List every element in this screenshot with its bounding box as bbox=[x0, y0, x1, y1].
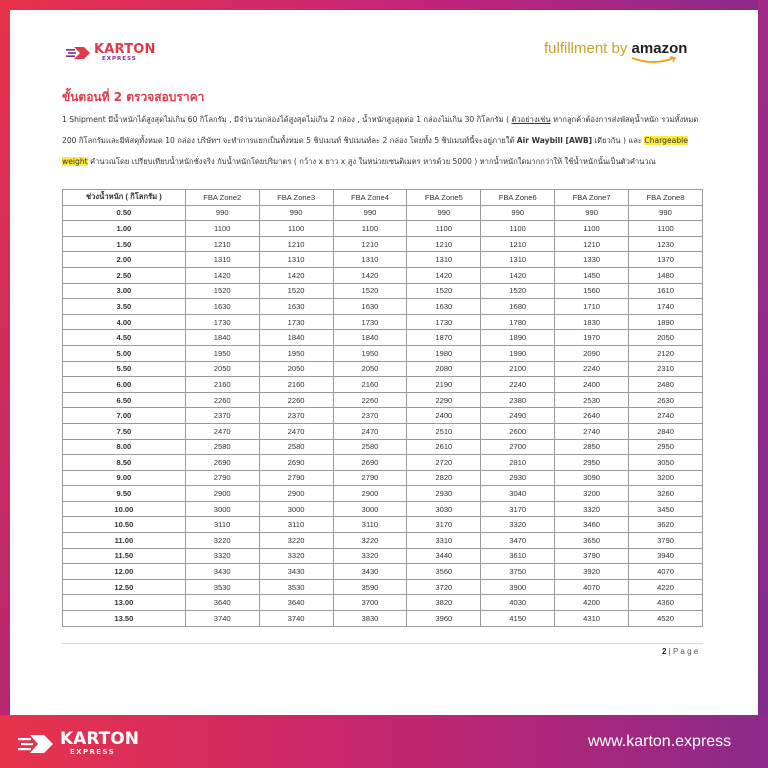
karton-logo bbox=[66, 42, 156, 64]
price-cell: 3220 bbox=[333, 533, 407, 549]
price-cell: 1520 bbox=[407, 283, 481, 299]
price-cell: 2530 bbox=[555, 392, 629, 408]
price-cell: 2630 bbox=[629, 392, 703, 408]
price-cell: 1100 bbox=[259, 221, 333, 237]
price-cell: 1840 bbox=[185, 330, 259, 346]
price-cell: 1950 bbox=[333, 345, 407, 361]
table-header-row bbox=[63, 190, 703, 206]
price-cell: 3430 bbox=[333, 564, 407, 580]
weight-cell: 11.50 bbox=[63, 548, 186, 564]
price-cell: 2820 bbox=[407, 470, 481, 486]
price-cell: 2930 bbox=[407, 486, 481, 502]
weight-cell: 9.00 bbox=[63, 470, 186, 486]
price-cell: 1210 bbox=[407, 236, 481, 252]
price-cell: 1210 bbox=[185, 236, 259, 252]
price-cell: 3440 bbox=[407, 548, 481, 564]
price-cell: 1210 bbox=[259, 236, 333, 252]
price-cell: 3000 bbox=[333, 501, 407, 517]
table-row bbox=[63, 470, 703, 486]
weight-cell: 7.00 bbox=[63, 408, 186, 424]
price-cell: 2050 bbox=[185, 361, 259, 377]
price-cell: 2490 bbox=[481, 408, 555, 424]
price-cell: 1210 bbox=[333, 236, 407, 252]
price-cell: 3460 bbox=[555, 517, 629, 533]
price-cell: 1420 bbox=[185, 267, 259, 283]
price-cell: 3650 bbox=[555, 533, 629, 549]
price-cell: 3560 bbox=[407, 564, 481, 580]
price-cell: 3960 bbox=[407, 611, 481, 627]
price-cell: 1310 bbox=[407, 252, 481, 268]
zone-header: FBA Zone2 bbox=[185, 190, 259, 206]
price-cell: 4520 bbox=[629, 611, 703, 627]
price-cell: 2950 bbox=[555, 455, 629, 471]
price-cell: 1480 bbox=[629, 267, 703, 283]
website-link[interactable]: www.karton.express bbox=[588, 733, 732, 750]
weight-cell: 6.50 bbox=[63, 392, 186, 408]
footer-logo bbox=[18, 729, 138, 757]
price-cell: 1210 bbox=[481, 236, 555, 252]
price-cell: 4070 bbox=[629, 564, 703, 580]
step-heading: ขั้นตอนที่ 2 ตรวจสอบราคา bbox=[62, 90, 205, 104]
price-cell: 2640 bbox=[555, 408, 629, 424]
price-cell: 3640 bbox=[185, 595, 259, 611]
price-cell: 3320 bbox=[259, 548, 333, 564]
price-cell: 2930 bbox=[481, 470, 555, 486]
footer-logo-sub: EXPRESS bbox=[70, 748, 116, 756]
price-cell: 1420 bbox=[407, 267, 481, 283]
weight-cell: 2.50 bbox=[63, 267, 186, 283]
price-cell: 3640 bbox=[259, 595, 333, 611]
table-row bbox=[63, 330, 703, 346]
table-row bbox=[63, 283, 703, 299]
price-cell: 3030 bbox=[407, 501, 481, 517]
price-cell: 2240 bbox=[481, 377, 555, 393]
price-cell: 3450 bbox=[629, 501, 703, 517]
price-cell: 2600 bbox=[481, 423, 555, 439]
price-cell: 3320 bbox=[185, 548, 259, 564]
weight-cell: 4.50 bbox=[63, 330, 186, 346]
footer-box-icon bbox=[18, 733, 56, 755]
price-cell: 1730 bbox=[333, 314, 407, 330]
rate-table-body bbox=[63, 205, 703, 626]
price-cell: 2120 bbox=[629, 345, 703, 361]
fba-prefix: fulfillment by bbox=[544, 40, 632, 57]
table-row bbox=[63, 455, 703, 471]
zone-header: FBA Zone7 bbox=[555, 190, 629, 206]
price-cell: 2260 bbox=[185, 392, 259, 408]
price-cell: 3320 bbox=[555, 501, 629, 517]
price-cell: 1210 bbox=[555, 236, 629, 252]
price-cell: 990 bbox=[185, 205, 259, 221]
price-cell: 1950 bbox=[185, 345, 259, 361]
price-cell: 1730 bbox=[185, 314, 259, 330]
table-row bbox=[63, 361, 703, 377]
price-cell: 2740 bbox=[555, 423, 629, 439]
logo-name: KARTON bbox=[94, 42, 156, 57]
price-cell: 2580 bbox=[185, 439, 259, 455]
price-cell: 2690 bbox=[259, 455, 333, 471]
price-cell: 2900 bbox=[259, 486, 333, 502]
price-cell: 3200 bbox=[555, 486, 629, 502]
price-cell: 3170 bbox=[407, 517, 481, 533]
price-cell: 990 bbox=[629, 205, 703, 221]
price-cell: 3320 bbox=[481, 517, 555, 533]
price-cell: 2260 bbox=[333, 392, 407, 408]
zone-header: FBA Zone3 bbox=[259, 190, 333, 206]
price-cell: 3590 bbox=[333, 579, 407, 595]
para-part-5: เดียวกัน ) และ bbox=[592, 136, 645, 145]
table-row bbox=[63, 392, 703, 408]
table-row bbox=[63, 205, 703, 221]
price-cell: 3920 bbox=[555, 564, 629, 580]
price-cell: 3610 bbox=[481, 548, 555, 564]
weight-cell: 2.00 bbox=[63, 252, 186, 268]
price-cell: 2610 bbox=[407, 439, 481, 455]
price-cell: 2850 bbox=[555, 439, 629, 455]
price-cell: 2290 bbox=[407, 392, 481, 408]
price-cell: 3220 bbox=[259, 533, 333, 549]
price-cell: 2470 bbox=[259, 423, 333, 439]
price-cell: 2690 bbox=[185, 455, 259, 471]
price-cell: 3700 bbox=[333, 595, 407, 611]
price-cell: 1420 bbox=[481, 267, 555, 283]
price-cell: 3170 bbox=[481, 501, 555, 517]
table-row bbox=[63, 236, 703, 252]
price-cell: 3040 bbox=[481, 486, 555, 502]
price-cell: 1330 bbox=[555, 252, 629, 268]
weight-cell: 9.50 bbox=[63, 486, 186, 502]
price-cell: 1100 bbox=[407, 221, 481, 237]
price-cell: 2310 bbox=[629, 361, 703, 377]
price-cell: 2100 bbox=[481, 361, 555, 377]
table-row bbox=[63, 548, 703, 564]
price-cell: 1100 bbox=[333, 221, 407, 237]
price-cell: 2700 bbox=[481, 439, 555, 455]
price-cell: 3110 bbox=[333, 517, 407, 533]
price-cell: 2400 bbox=[407, 408, 481, 424]
price-cell: 1420 bbox=[259, 267, 333, 283]
price-cell: 2790 bbox=[333, 470, 407, 486]
price-cell: 1310 bbox=[185, 252, 259, 268]
price-cell: 2370 bbox=[185, 408, 259, 424]
weight-cell: 6.00 bbox=[63, 377, 186, 393]
table-row bbox=[63, 345, 703, 361]
left-gradient-bar bbox=[0, 0, 10, 715]
price-cell: 3320 bbox=[333, 548, 407, 564]
weight-cell: 4.00 bbox=[63, 314, 186, 330]
para-part-7: คำนวณโดย เปรียบเทียบน้ำหนักชั่งจริง กับน้ำหนักโดยปริมาตร ( กว้าง x ยาว x สูง ในหน่วยเซนติเมตร หารด้วย 5000 ) หากน้ำหนักใดมากกว่าให้ ใช้น้ำหนักนั้นเป็นตัวคำนวณ bbox=[87, 157, 656, 166]
table-row bbox=[63, 408, 703, 424]
table-row bbox=[63, 564, 703, 580]
example-underlined: ตัวอย่างเช่น bbox=[511, 115, 551, 124]
weight-cell: 13.50 bbox=[63, 611, 186, 627]
price-cell: 2160 bbox=[333, 377, 407, 393]
price-cell: 1980 bbox=[407, 345, 481, 361]
price-cell: 2900 bbox=[185, 486, 259, 502]
price-cell: 4070 bbox=[555, 579, 629, 595]
price-cell: 2580 bbox=[259, 439, 333, 455]
price-cell: 1730 bbox=[407, 314, 481, 330]
table-row bbox=[63, 611, 703, 627]
price-cell: 1990 bbox=[481, 345, 555, 361]
price-cell: 1890 bbox=[481, 330, 555, 346]
price-cell: 1740 bbox=[629, 299, 703, 315]
price-cell: 4220 bbox=[629, 579, 703, 595]
weight-cell: 3.50 bbox=[63, 299, 186, 315]
price-cell: 1370 bbox=[629, 252, 703, 268]
price-cell: 1100 bbox=[185, 221, 259, 237]
right-gradient-bar bbox=[758, 0, 768, 715]
price-cell: 3790 bbox=[555, 548, 629, 564]
price-cell: 2400 bbox=[555, 377, 629, 393]
table-row bbox=[63, 252, 703, 268]
weight-cell: 7.50 bbox=[63, 423, 186, 439]
price-cell: 990 bbox=[555, 205, 629, 221]
price-cell: 2790 bbox=[259, 470, 333, 486]
price-cell: 990 bbox=[333, 205, 407, 221]
price-cell: 1520 bbox=[259, 283, 333, 299]
price-cell: 2950 bbox=[629, 439, 703, 455]
price-cell: 3740 bbox=[185, 611, 259, 627]
price-cell: 1840 bbox=[259, 330, 333, 346]
price-cell: 1520 bbox=[185, 283, 259, 299]
price-cell: 3740 bbox=[259, 611, 333, 627]
price-cell: 3000 bbox=[185, 501, 259, 517]
price-cell: 4200 bbox=[555, 595, 629, 611]
price-cell: 3220 bbox=[185, 533, 259, 549]
price-cell: 2160 bbox=[259, 377, 333, 393]
price-cell: 3110 bbox=[185, 517, 259, 533]
fba-logo bbox=[544, 40, 687, 57]
table-row bbox=[63, 501, 703, 517]
price-cell: 1870 bbox=[407, 330, 481, 346]
price-cell: 1830 bbox=[555, 314, 629, 330]
karton-box-icon bbox=[66, 45, 92, 61]
fba-brand: amazon bbox=[631, 40, 688, 57]
price-cell: 1730 bbox=[259, 314, 333, 330]
price-cell: 2720 bbox=[407, 455, 481, 471]
description-paragraph bbox=[62, 109, 710, 172]
price-cell: 2370 bbox=[259, 408, 333, 424]
weight-cell: 12.00 bbox=[63, 564, 186, 580]
price-cell: 2050 bbox=[333, 361, 407, 377]
price-cell: 2480 bbox=[629, 377, 703, 393]
amazon-smile-icon bbox=[630, 56, 678, 64]
price-cell: 4360 bbox=[629, 595, 703, 611]
price-cell: 2900 bbox=[333, 486, 407, 502]
para-part-1: 1 Shipment มีน้ำหนักได้สูงสุดไม่เกิน 60 กิโลกรัม , มีจำนวนกล่องได้สูงสุดไม่เกิน 2 กล่อง , น้ำหนักสูงสุดต่อ 1 กล่องไม่เกิน 30 กิโลกรัม ( bbox=[62, 115, 512, 124]
price-cell: 1100 bbox=[481, 221, 555, 237]
chargeable-weight-highlight: Chargeable weight bbox=[62, 136, 688, 166]
para-part-3: หากลูกค้าต้องการส่งพัสดุน้ำหนัก รวมทั้งหมด 200 กิโลกรัมและมีพัสดุทั้งหมด 10 กล่อง บริษัทฯ จะทำการแยกเป็นทั้งหมด 5 ชิปเมนท์ ชิปเมนท์ละ 2 กล่อง โดยทั้ง 5 ชิปเมนท์นี้จะอยู่ภายใต้ bbox=[62, 115, 699, 145]
weight-cell: 10.00 bbox=[63, 501, 186, 517]
weight-cell: 1.50 bbox=[63, 236, 186, 252]
table-row bbox=[63, 221, 703, 237]
price-cell: 2790 bbox=[185, 470, 259, 486]
price-cell: 990 bbox=[481, 205, 555, 221]
price-cell: 3310 bbox=[407, 533, 481, 549]
price-cell: 4030 bbox=[481, 595, 555, 611]
price-cell: 2160 bbox=[185, 377, 259, 393]
page-number-value: 2 bbox=[662, 647, 667, 656]
weight-cell: 0.50 bbox=[63, 205, 186, 221]
zone-header: FBA Zone6 bbox=[481, 190, 555, 206]
weight-cell: 3.00 bbox=[63, 283, 186, 299]
price-cell: 1630 bbox=[333, 299, 407, 315]
price-cell: 2080 bbox=[407, 361, 481, 377]
price-cell: 2050 bbox=[629, 330, 703, 346]
price-cell: 3790 bbox=[629, 533, 703, 549]
page-number bbox=[662, 647, 698, 656]
price-cell: 3090 bbox=[555, 470, 629, 486]
weight-range-header: ช่วงน้ำหนัก ( กิโลกรัม ) bbox=[63, 190, 186, 206]
price-cell: 1100 bbox=[555, 221, 629, 237]
price-cell: 3200 bbox=[629, 470, 703, 486]
price-cell: 2840 bbox=[629, 423, 703, 439]
logo-sub: EXPRESS bbox=[102, 56, 137, 62]
price-cell: 1970 bbox=[555, 330, 629, 346]
rate-table bbox=[62, 189, 703, 627]
price-cell: 3530 bbox=[185, 579, 259, 595]
price-cell: 1630 bbox=[407, 299, 481, 315]
price-cell: 3110 bbox=[259, 517, 333, 533]
weight-cell: 11.00 bbox=[63, 533, 186, 549]
price-cell: 1520 bbox=[333, 283, 407, 299]
price-cell: 1840 bbox=[333, 330, 407, 346]
price-cell: 3940 bbox=[629, 548, 703, 564]
weight-cell: 5.50 bbox=[63, 361, 186, 377]
table-row bbox=[63, 299, 703, 315]
price-cell: 2380 bbox=[481, 392, 555, 408]
price-cell: 1310 bbox=[259, 252, 333, 268]
price-cell: 2260 bbox=[259, 392, 333, 408]
weight-cell: 8.50 bbox=[63, 455, 186, 471]
price-cell: 3900 bbox=[481, 579, 555, 595]
price-cell: 1450 bbox=[555, 267, 629, 283]
price-cell: 2470 bbox=[333, 423, 407, 439]
price-cell: 2810 bbox=[481, 455, 555, 471]
zone-header: FBA Zone4 bbox=[333, 190, 407, 206]
table-row bbox=[63, 486, 703, 502]
footer-logo-name: KARTON bbox=[60, 729, 139, 749]
table-row bbox=[63, 267, 703, 283]
weight-cell: 8.00 bbox=[63, 439, 186, 455]
price-cell: 1610 bbox=[629, 283, 703, 299]
table-row bbox=[63, 439, 703, 455]
price-cell: 1310 bbox=[333, 252, 407, 268]
price-cell: 2090 bbox=[555, 345, 629, 361]
weight-cell: 5.00 bbox=[63, 345, 186, 361]
price-cell: 2740 bbox=[629, 408, 703, 424]
price-cell: 990 bbox=[407, 205, 481, 221]
price-cell: 2690 bbox=[333, 455, 407, 471]
weight-cell: 1.00 bbox=[63, 221, 186, 237]
table-row bbox=[63, 595, 703, 611]
table-row bbox=[63, 314, 703, 330]
price-cell: 1890 bbox=[629, 314, 703, 330]
price-cell: 3430 bbox=[259, 564, 333, 580]
awb-bold: Air Waybill [AWB] bbox=[516, 136, 593, 145]
price-cell: 1680 bbox=[481, 299, 555, 315]
price-cell: 3530 bbox=[259, 579, 333, 595]
price-cell: 3470 bbox=[481, 533, 555, 549]
price-cell: 1230 bbox=[629, 236, 703, 252]
price-cell: 1520 bbox=[481, 283, 555, 299]
price-cell: 4310 bbox=[555, 611, 629, 627]
table-row bbox=[63, 377, 703, 393]
top-gradient-bar bbox=[0, 0, 768, 10]
price-cell: 2240 bbox=[555, 361, 629, 377]
price-cell: 3750 bbox=[481, 564, 555, 580]
price-cell: 1100 bbox=[629, 221, 703, 237]
price-cell: 3050 bbox=[629, 455, 703, 471]
price-cell: 1420 bbox=[333, 267, 407, 283]
price-cell: 3720 bbox=[407, 579, 481, 595]
price-cell: 3430 bbox=[185, 564, 259, 580]
price-cell: 2370 bbox=[333, 408, 407, 424]
price-cell: 3000 bbox=[259, 501, 333, 517]
price-cell: 4150 bbox=[481, 611, 555, 627]
price-cell: 2510 bbox=[407, 423, 481, 439]
price-cell: 1950 bbox=[259, 345, 333, 361]
table-row bbox=[63, 517, 703, 533]
price-cell: 2580 bbox=[333, 439, 407, 455]
price-cell: 1310 bbox=[481, 252, 555, 268]
weight-cell: 10.50 bbox=[63, 517, 186, 533]
price-cell: 2050 bbox=[259, 361, 333, 377]
zone-header: FBA Zone5 bbox=[407, 190, 481, 206]
price-cell: 1630 bbox=[185, 299, 259, 315]
page-label: | P a g e bbox=[666, 647, 699, 656]
price-cell: 1780 bbox=[481, 314, 555, 330]
table-row bbox=[63, 423, 703, 439]
footer-divider bbox=[62, 643, 703, 644]
price-cell: 3260 bbox=[629, 486, 703, 502]
price-cell: 3620 bbox=[629, 517, 703, 533]
weight-cell: 12.50 bbox=[63, 579, 186, 595]
price-cell: 1630 bbox=[259, 299, 333, 315]
table-row bbox=[63, 579, 703, 595]
zone-header: FBA Zone8 bbox=[629, 190, 703, 206]
price-cell: 1710 bbox=[555, 299, 629, 315]
price-cell: 3830 bbox=[333, 611, 407, 627]
price-cell: 2190 bbox=[407, 377, 481, 393]
price-cell: 3820 bbox=[407, 595, 481, 611]
price-cell: 2470 bbox=[185, 423, 259, 439]
weight-cell: 13.00 bbox=[63, 595, 186, 611]
price-cell: 990 bbox=[259, 205, 333, 221]
table-row bbox=[63, 533, 703, 549]
price-cell: 1560 bbox=[555, 283, 629, 299]
